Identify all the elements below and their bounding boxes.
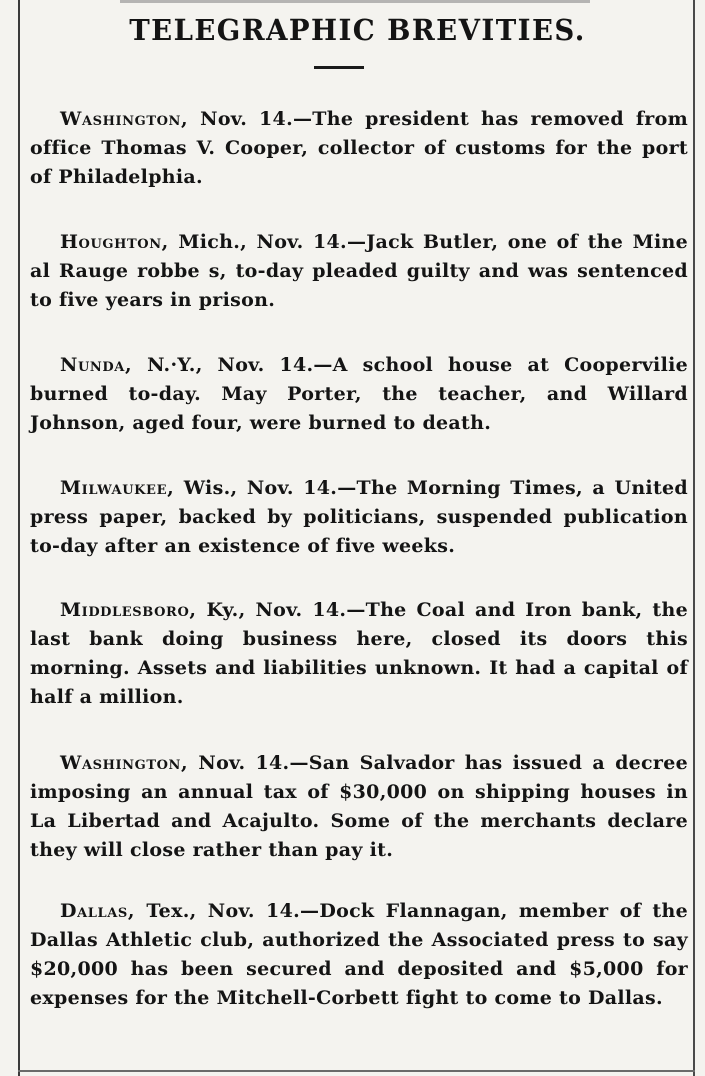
- article-body: Nov. 14.—San Salvador has issued a decree imposing an annual tax of $30,000 on shipping houses in La Libertad and Acajulto. Some of the merchants declare they will close rather than pay it.: [30, 752, 688, 861]
- article-middlesboro: [30, 596, 688, 712]
- article-dateline: Nunda,: [60, 354, 133, 376]
- article-nunda: [30, 351, 688, 438]
- article-dateline: Houghton,: [60, 231, 169, 253]
- column-rule-right: [693, 0, 695, 1076]
- clipping-bottom-rule: [18, 1070, 695, 1072]
- article-houghton: [30, 228, 688, 315]
- article-body: Mich., Nov. 14.—Jack Butler, one of the Mine al Rauge robbe s, to-day pleaded guilty and was sentenced to five years in prison.: [30, 231, 688, 311]
- article-dateline: Washington,: [60, 752, 189, 774]
- clipping-top-edge: [120, 0, 590, 3]
- article-milwaukee: [30, 474, 688, 561]
- article-body: N.·Y., Nov. 14.—A school house at Coopervilie burned to-day. May Porter, the teacher, and Willard Johnson, aged four, were burned to death.: [30, 354, 688, 434]
- article-body: Ky., Nov. 14.—The Coal and Iron bank, the last bank doing business here, closed its doors this morning. Assets and liabilities unknown. It had a capital of half a million.: [30, 599, 688, 708]
- article-washington-cooper: [30, 105, 688, 192]
- article-washington-salvador: [30, 749, 688, 865]
- headline-divider: [314, 66, 364, 69]
- article-body: Nov. 14.—The president has removed from office Thomas V. Cooper, collector of customs for the port of Philadelphia.: [30, 108, 688, 188]
- article-dallas: [30, 897, 688, 1013]
- article-dateline: Middlesboro,: [60, 599, 197, 621]
- article-dateline: Dallas,: [60, 900, 136, 922]
- article-dateline: Washington,: [60, 108, 189, 130]
- article-dateline: Milwaukee,: [60, 477, 175, 499]
- column-rule-left: [18, 0, 20, 1076]
- article-body: Wis., Nov. 14.—The Morning Times, a United press paper, backed by politicians, suspended publication to-day after an existence of five weeks.: [30, 477, 688, 557]
- article-body: Tex., Nov. 14.—Dock Flannagan, member of the Dallas Athletic club, authorized the Associated press to say $20,000 has been secured and deposited and $5,000 for expenses for the Mitchell-Corbett fight to come to Dallas.: [30, 900, 688, 1009]
- headline: TELEGRAPHIC BREVITIES.: [129, 13, 586, 47]
